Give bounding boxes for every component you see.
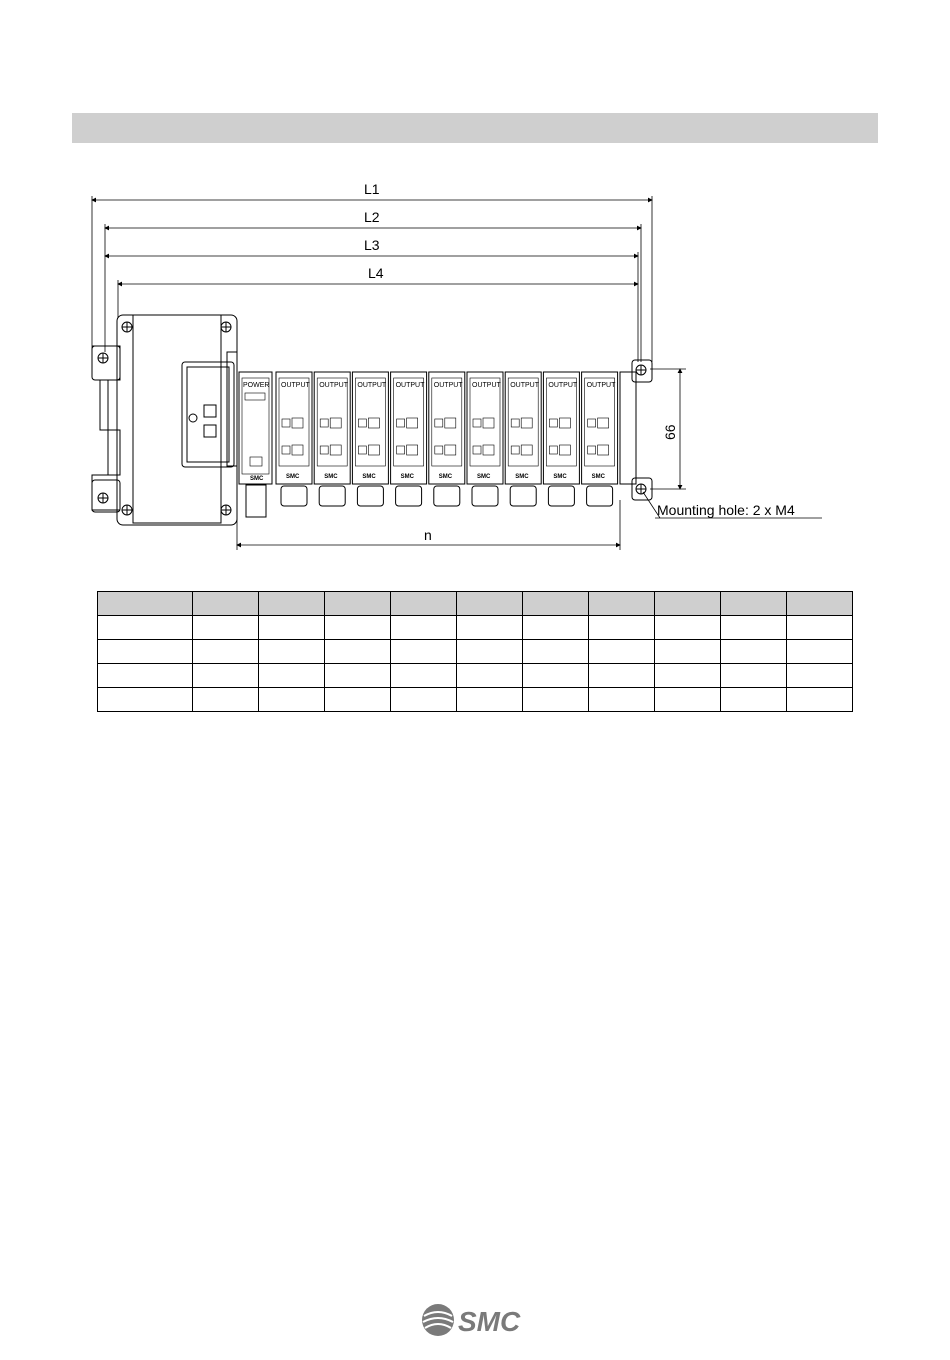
output-module-title: OUTPUT [586,382,616,389]
output-modules [276,372,618,506]
table-cell [391,640,457,664]
table-cell [655,616,721,640]
table-row [98,664,853,688]
table-cell [193,640,259,664]
output-module-brand: SMC [400,474,414,480]
table-header-cell [259,592,325,616]
table-cell [193,616,259,640]
table-cell [787,640,853,664]
table-header-cell [721,592,787,616]
table-header-cell [457,592,523,616]
table-cell [325,664,391,688]
gateway-unit [92,315,237,525]
table-cell [589,616,655,640]
output-module-brand: SMC [591,474,605,480]
table-cell [523,616,589,640]
dim-label-l4: L4 [368,265,384,281]
table-cell [391,688,457,712]
output-module [429,372,465,506]
table-cell [325,640,391,664]
output-module [391,372,427,506]
output-module-title: OUTPUT [319,382,348,389]
smc-logo [420,1302,530,1338]
table-cell [655,640,721,664]
output-module [352,372,388,506]
output-module-brand: SMC [553,474,567,480]
table-cell [193,664,259,688]
power-module-brand: SMC [250,476,264,482]
table-cell [457,640,523,664]
table-cell [325,688,391,712]
table-cell [655,664,721,688]
table-header-cell [98,592,193,616]
table-header-cell [193,592,259,616]
dim-label-n: n [424,527,432,543]
table-cell [721,688,787,712]
table-header-cell [523,592,589,616]
table-cell [193,688,259,712]
output-module-title: OUTPUT [548,382,578,389]
output-module-title: OUTPUT [281,382,310,389]
dimension-table [97,591,853,712]
table-cell [98,664,193,688]
table-row [98,640,853,664]
table-header-cell [325,592,391,616]
output-module [314,372,350,506]
table-cell [787,664,853,688]
output-module [467,372,503,506]
table-cell [98,616,193,640]
table-cell [259,688,325,712]
table-cell [787,688,853,712]
table-cell [259,664,325,688]
dim-label-l3: L3 [364,237,380,253]
table-cell [457,616,523,640]
table-cell [655,688,721,712]
mounting-hole-note: Mounting hole: 2 x M4 [657,502,795,518]
table-row [98,616,853,640]
table-cell [523,664,589,688]
power-module [239,372,272,517]
table-header-cell [787,592,853,616]
table-header-cell [589,592,655,616]
table-cell [98,688,193,712]
table-cell [457,688,523,712]
table-cell [589,640,655,664]
output-module-title: OUTPUT [510,382,539,389]
dimension-drawing [0,0,950,580]
dim-label-height: 66 [662,424,678,440]
table-cell [391,616,457,640]
table-cell [589,688,655,712]
table-cell [391,664,457,688]
table-cell [98,640,193,664]
smc-logo-text: SMC [458,1306,521,1337]
output-module-brand: SMC [515,474,529,480]
table-cell [721,616,787,640]
output-module-brand: SMC [362,474,376,480]
output-module-brand: SMC [324,474,338,480]
output-module [276,372,312,506]
output-module-title: OUTPUT [472,382,501,389]
output-module-brand: SMC [286,474,300,480]
end-plate [620,360,652,500]
table-cell [721,640,787,664]
table-header-cell [655,592,721,616]
dim-label-l1: L1 [364,181,380,197]
table-cell [787,616,853,640]
dimension-lines [92,196,822,550]
table-cell [259,640,325,664]
smc-logo-mark-icon [422,1304,454,1336]
table-cell [457,664,523,688]
output-module-title: OUTPUT [433,382,463,389]
output-module [505,372,541,506]
power-module-title: POWER [243,382,270,389]
table-header-cell [391,592,457,616]
output-module-brand: SMC [477,474,491,480]
output-module-brand: SMC [438,474,453,480]
dim-label-l2: L2 [364,209,380,225]
table-cell [259,616,325,640]
output-module [543,372,579,506]
table-cell [325,616,391,640]
table-row [98,688,853,712]
table-cell [721,664,787,688]
output-module [582,372,618,506]
output-module-title: OUTPUT [357,382,387,389]
output-module-title: OUTPUT [395,382,425,389]
table-cell [523,640,589,664]
table-cell [589,664,655,688]
table-header-row [98,592,853,616]
table-cell [523,688,589,712]
